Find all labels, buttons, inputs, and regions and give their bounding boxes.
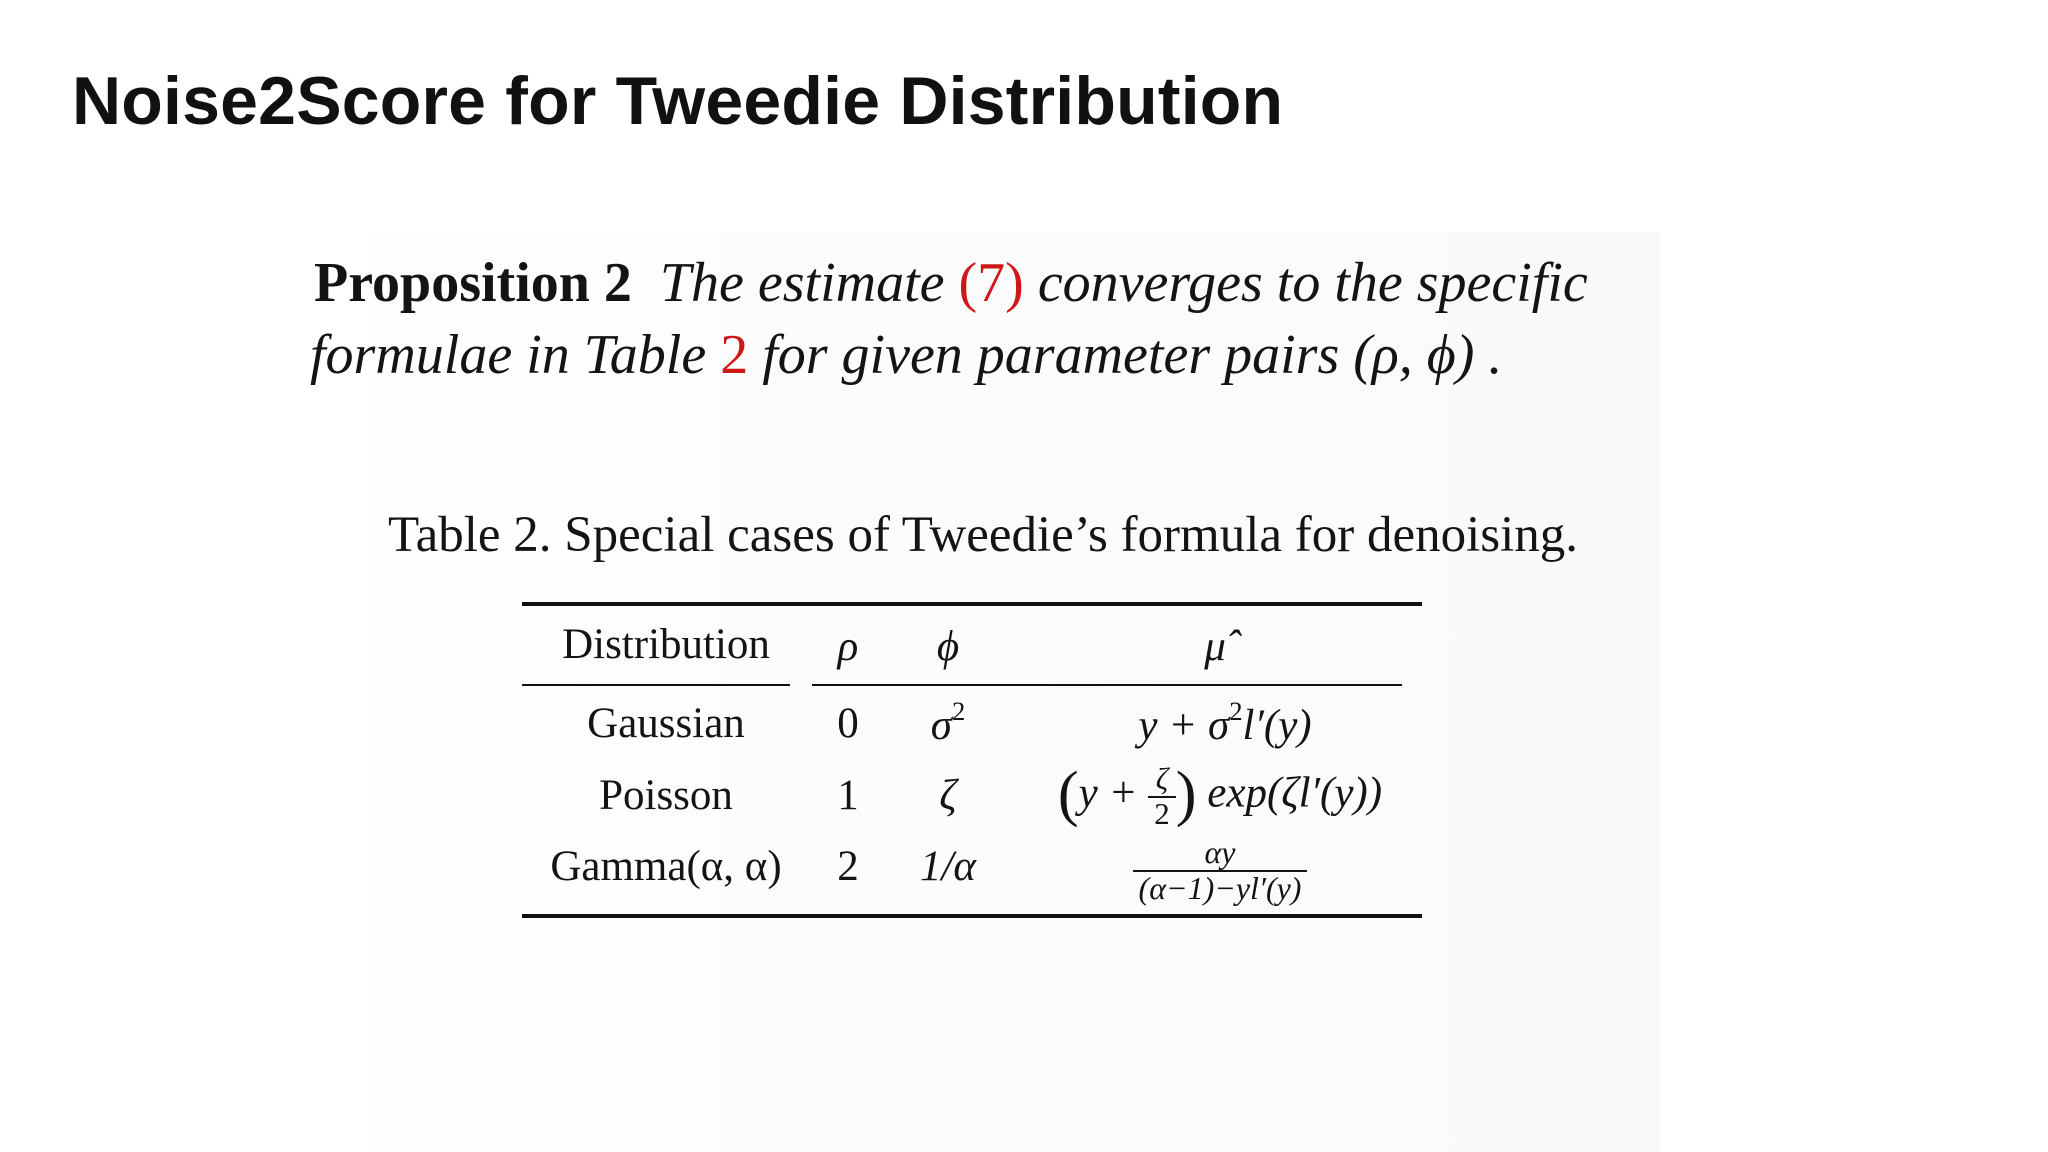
header-rho: ρ (837, 623, 859, 670)
header-rule-right (812, 684, 1402, 686)
proposition-text (310, 246, 1588, 386)
cell-phi: 1/α (919, 843, 977, 890)
cell-distribution: Gamma(α, α) (550, 843, 782, 890)
cell-rho: 2 (837, 843, 859, 890)
cell-distribution: Gaussian (587, 700, 745, 747)
phi-exponent: 2 (951, 696, 966, 726)
gamma-fraction (1133, 836, 1308, 905)
mu-exp-term: exp(ζl′(y)) (1207, 769, 1383, 817)
fraction-numerator: ζ (1148, 763, 1175, 798)
fraction-numerator: αy (1133, 836, 1308, 872)
mu-part-b: l′(y) (1242, 702, 1312, 750)
mu-y: y + (1078, 769, 1138, 817)
cell-mu-hat (1030, 758, 1410, 830)
proposition-text-2: converges to the specific (1037, 252, 1588, 314)
proposition-text-3: formulae in Table (310, 324, 707, 386)
fraction-denominator: 2 (1154, 795, 1170, 831)
table-reference: 2 (720, 324, 749, 386)
cell-phi: ζ (939, 772, 957, 819)
phi-base: σ (930, 702, 952, 750)
table-bottom-rule (522, 914, 1422, 918)
table-caption: Table 2. Special cases of Tweedie’s formula for denoising. (388, 507, 1579, 563)
mu-exponent: 2 (1229, 696, 1243, 726)
cell-rho: 1 (837, 772, 859, 819)
header-mu-hat: μ̂ (1204, 623, 1226, 670)
fraction-denominator: (α−1)−yl′(y) (1138, 869, 1302, 906)
cell-rho: 0 (837, 700, 859, 747)
proposition-line-2 (310, 318, 1502, 392)
cell-phi (908, 696, 988, 750)
mu-part-a: y + σ (1138, 702, 1230, 750)
header-rule-left (522, 684, 790, 686)
proposition-text-4: for given parameter pairs (ρ, ϕ) . (762, 324, 1503, 386)
cell-mu-hat (1090, 836, 1350, 905)
equation-reference: (7) (958, 252, 1024, 314)
slide-title: Noise2Score for Tweedie Distribution (72, 63, 1284, 139)
proposition-text-1: The estimate (659, 252, 945, 314)
fraction-zeta-over-2 (1148, 763, 1175, 830)
proposition-label: Proposition 2 (314, 252, 632, 314)
open-paren: ( (1057, 759, 1079, 828)
cell-distribution: Poisson (599, 772, 733, 819)
cell-mu-hat (1060, 696, 1390, 750)
close-paren: ) (1175, 759, 1197, 828)
header-distribution: Distribution (562, 621, 770, 668)
table-top-rule (522, 602, 1422, 606)
header-phi: ϕ (936, 623, 960, 670)
